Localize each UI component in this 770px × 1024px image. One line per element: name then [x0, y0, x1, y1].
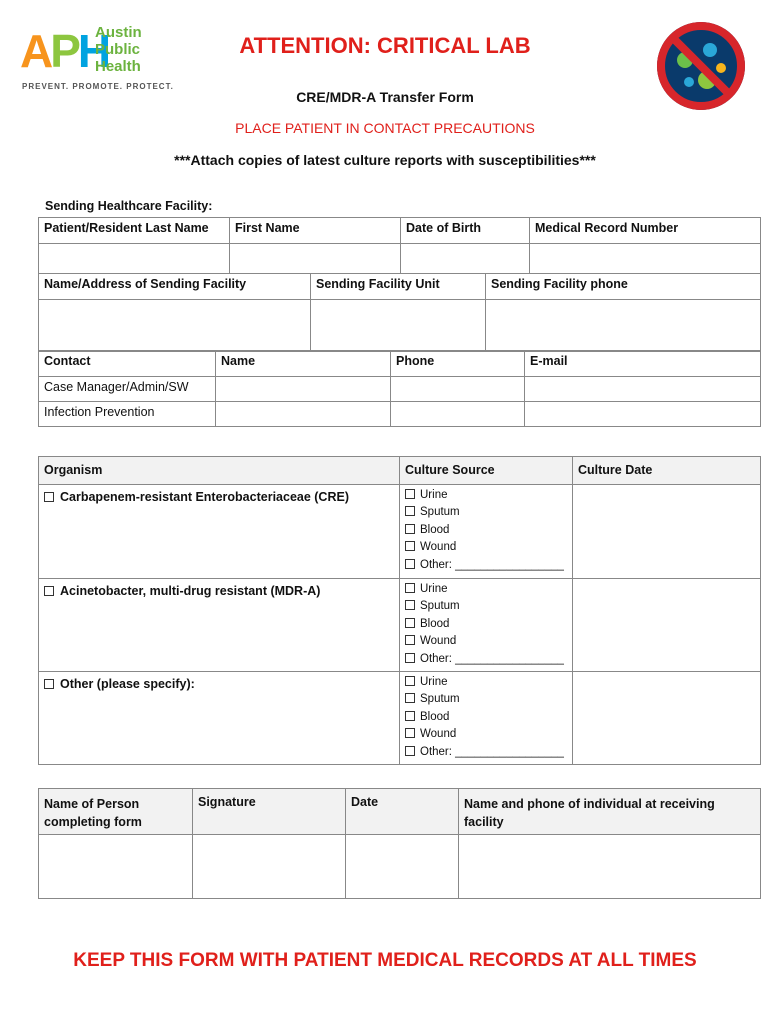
source-sputum-option[interactable]: Sputum	[405, 598, 567, 615]
form-subtitle: CRE/MDR-A Transfer Form	[296, 89, 474, 105]
source-other-option[interactable]: Other: _________________	[405, 557, 567, 574]
date-header: Date	[346, 789, 459, 835]
checkbox-icon[interactable]	[44, 492, 54, 502]
source-other-option[interactable]: Other: _________________	[405, 744, 567, 761]
completed-by-field[interactable]	[39, 835, 193, 899]
organism-cre-label: Carbapenem-resistant Enterobacteriaceae (CRE)	[60, 490, 349, 504]
checkbox-icon[interactable]	[405, 559, 415, 569]
contact-name-header: Name	[216, 351, 391, 377]
culture-date-cre-field[interactable]	[573, 485, 761, 579]
last-name-field[interactable]	[39, 244, 230, 274]
checkbox-icon[interactable]	[405, 711, 415, 721]
source-other-option[interactable]: Other: _________________	[405, 651, 567, 668]
organism-other-option[interactable]	[44, 677, 394, 691]
culture-source-header: Culture Source	[400, 457, 573, 485]
source-sputum-option[interactable]: Sputum	[405, 504, 567, 521]
precautions-notice: PLACE PATIENT IN CONTACT PRECAUTIONS	[235, 120, 535, 136]
sending-facility-label: Sending Healthcare Facility:	[45, 199, 213, 213]
logo-letters: APH	[20, 25, 109, 77]
culture-source-list	[405, 674, 567, 761]
mrn-header: Medical Record Number	[530, 218, 761, 244]
logo-wordmark: Austin Public Health	[95, 24, 142, 75]
signature-field[interactable]	[193, 835, 346, 899]
receiving-contact-header: Name and phone of individual at receiving facility	[459, 789, 761, 835]
checkbox-icon[interactable]	[44, 679, 54, 689]
culture-source-list	[405, 487, 567, 574]
culture-source-list	[405, 581, 567, 668]
dob-field[interactable]	[401, 244, 530, 274]
checkbox-icon[interactable]	[405, 541, 415, 551]
checkbox-icon[interactable]	[405, 506, 415, 516]
facility-address-header: Name/Address of Sending Facility	[39, 274, 311, 300]
culture-date-other-field[interactable]	[573, 672, 761, 765]
organism-mdra-option[interactable]	[44, 584, 394, 598]
case-manager-email-field[interactable]	[525, 377, 761, 402]
checkbox-icon[interactable]	[405, 746, 415, 756]
footer-notice: KEEP THIS FORM WITH PATIENT MEDICAL RECORDS AT ALL TIMES	[73, 950, 697, 971]
source-sputum-option[interactable]: Sputum	[405, 691, 567, 708]
logo-tagline: PREVENT. PROMOTE. PROTECT.	[22, 82, 174, 91]
case-manager-name-field[interactable]	[216, 377, 391, 402]
checkbox-icon[interactable]	[405, 728, 415, 738]
contact-table	[38, 350, 761, 427]
infection-prevention-email-field[interactable]	[525, 402, 761, 427]
checkbox-icon[interactable]	[405, 676, 415, 686]
completed-by-header: Name of Person completing form	[39, 789, 193, 835]
attach-note: ***Attach copies of latest culture reports with susceptibilities***	[174, 152, 596, 168]
organism-header: Organism	[39, 457, 400, 485]
checkbox-icon[interactable]	[405, 653, 415, 663]
contact-email-header: E-mail	[525, 351, 761, 377]
checkbox-icon[interactable]	[405, 600, 415, 610]
facility-phone-field[interactable]	[486, 300, 761, 352]
source-wound-option[interactable]: Wound	[405, 633, 567, 650]
source-wound-option[interactable]: Wound	[405, 539, 567, 556]
date-field[interactable]	[346, 835, 459, 899]
source-urine-option[interactable]: Urine	[405, 674, 567, 691]
checkbox-icon[interactable]	[44, 586, 54, 596]
facility-unit-header: Sending Facility Unit	[311, 274, 486, 300]
contact-phone-header: Phone	[391, 351, 525, 377]
facility-phone-header: Sending Facility phone	[486, 274, 761, 300]
checkbox-icon[interactable]	[405, 583, 415, 593]
organism-table	[38, 456, 761, 765]
checkbox-icon[interactable]	[405, 693, 415, 703]
source-urine-option[interactable]: Urine	[405, 581, 567, 598]
facility-address-field[interactable]	[39, 300, 311, 352]
checkbox-icon[interactable]	[405, 635, 415, 645]
source-blood-option[interactable]: Blood	[405, 709, 567, 726]
checkbox-icon[interactable]	[405, 524, 415, 534]
source-blood-option[interactable]: Blood	[405, 616, 567, 633]
signature-header: Signature	[193, 789, 346, 835]
organism-cre-option[interactable]	[44, 490, 394, 504]
infection-prevention-name-field[interactable]	[216, 402, 391, 427]
dob-header: Date of Birth	[401, 218, 530, 244]
contact-header: Contact	[39, 351, 216, 377]
patient-table	[38, 217, 761, 274]
source-urine-option[interactable]: Urine	[405, 487, 567, 504]
first-name-field[interactable]	[230, 244, 401, 274]
source-blood-option[interactable]: Blood	[405, 522, 567, 539]
signature-table	[38, 788, 761, 899]
checkbox-icon[interactable]	[405, 489, 415, 499]
case-manager-label: Case Manager/Admin/SW	[39, 377, 216, 402]
form-title: ATTENTION: CRITICAL LAB	[239, 33, 531, 58]
culture-date-header: Culture Date	[573, 457, 761, 485]
mrn-field[interactable]	[530, 244, 761, 274]
culture-date-mdra-field[interactable]	[573, 579, 761, 672]
organism-other-label: Other (please specify):	[60, 677, 195, 692]
last-name-header: Patient/Resident Last Name	[39, 218, 230, 244]
organism-mdra-label: Acinetobacter, multi-drug resistant (MDR-A)	[60, 584, 321, 598]
checkbox-icon[interactable]	[405, 618, 415, 628]
facility-table	[38, 273, 761, 352]
source-wound-option[interactable]: Wound	[405, 726, 567, 743]
infection-prevention-label: Infection Prevention	[39, 402, 216, 427]
facility-unit-field[interactable]	[311, 300, 486, 352]
receiving-contact-field[interactable]	[459, 835, 761, 899]
infection-prevention-phone-field[interactable]	[391, 402, 525, 427]
first-name-header: First Name	[230, 218, 401, 244]
case-manager-phone-field[interactable]	[391, 377, 525, 402]
